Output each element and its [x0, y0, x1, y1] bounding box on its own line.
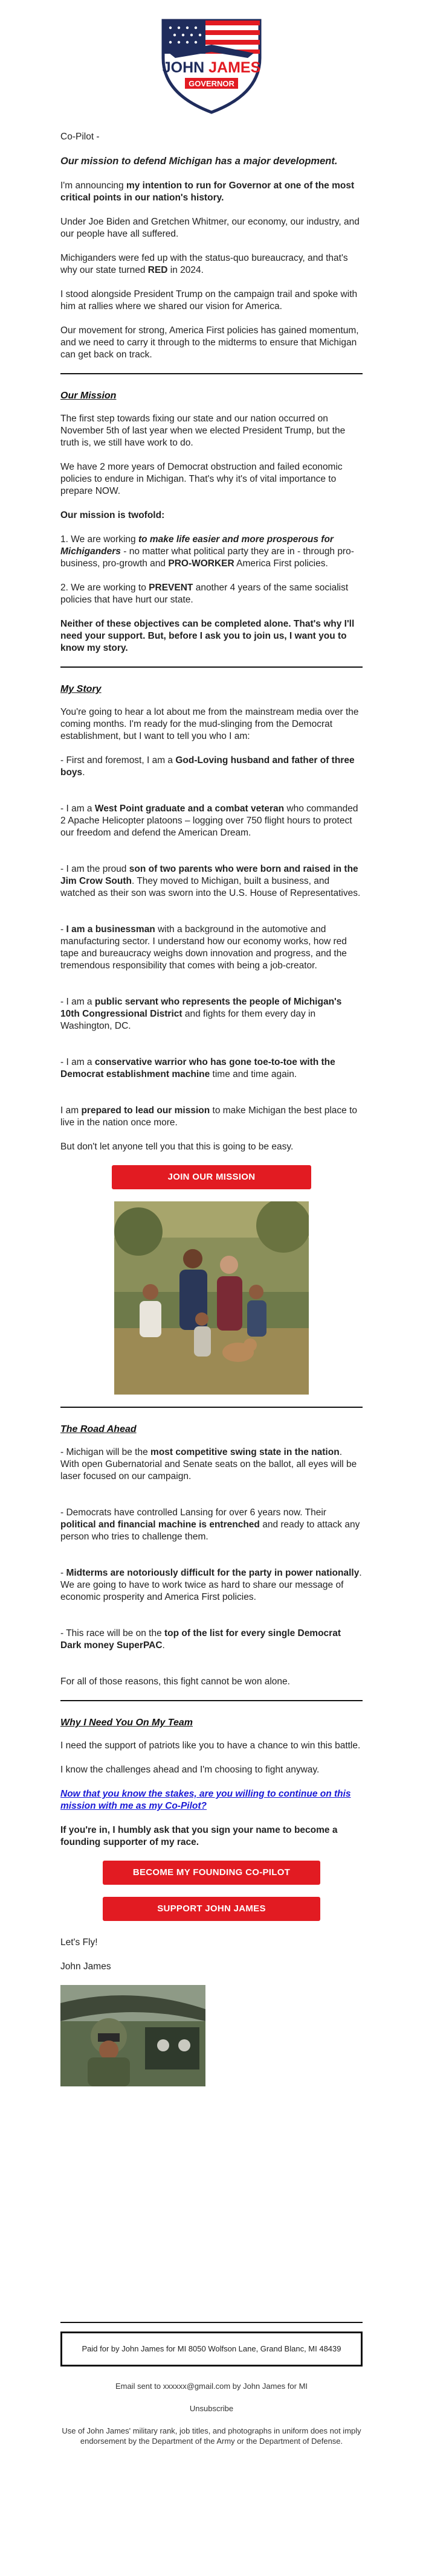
mission-item-1: 1. We are working to make life easier and more prosperous for Michiganders - no matter what political party they are in - through pro-business, pro-growth and PRO-WORKER America First policies. — [60, 534, 354, 569]
section-divider — [60, 666, 363, 668]
become-founding-copilot-button[interactable]: BECOME MY FOUNDING CO-PILOT — [103, 1861, 320, 1885]
family-photo[interactable] — [114, 1201, 309, 1395]
story-bullet: - First and foremost, I am a God-Loving husband and father of three boys. — [60, 755, 355, 778]
logo-first-name: JOHN — [162, 59, 205, 76]
logo-last-name: JAMES — [208, 59, 261, 76]
military-disclaimer: Use of John James' military rank, job titles, and photographs in uniform does not imply endorsement by the Department of the Army or the Department of Defense. — [62, 2426, 361, 2446]
email-body — [60, 16, 363, 2446]
email-sent-notice: Email sent to xxxxxx@gmail.com by John James for MI — [115, 2382, 308, 2391]
intro-lead: Our mission to defend Michigan has a major development. — [60, 156, 338, 167]
mission-closing: Neither of these objectives can be completed alone. That's why I'll need your support. But, before I ask you to join us, I want you to know my story. — [60, 619, 355, 653]
section-heading-road-ahead: The Road Ahead — [60, 1424, 137, 1434]
svg-text:JOHN JAMES — [163, 59, 261, 76]
footer-divider — [60, 2322, 363, 2323]
support-john-james-button[interactable]: SUPPORT JOHN JAMES — [103, 1897, 320, 1921]
road-bullet: - This race will be on the top of the list for every single Democrat Dark money SuperPAC. — [60, 1628, 341, 1651]
story-bullet: - I am a conservative warrior who has gone toe-to-toe with the Democrat establishment machine time and time again. — [60, 1057, 335, 1079]
story-bullet: - I am the proud son of two parents who were born and raised in the Jim Crow South. They moved to Michigan, built a business, and watched as their son was sworn into the U.S. House of Representatives. — [60, 864, 361, 898]
intro-paragraph: Under Joe Biden and Gretchen Whitmer, our economy, our industry, and our people have all suffered. — [60, 217, 360, 239]
signature: John James — [60, 1961, 111, 1972]
story-intro: You're going to hear a lot about me from the mainstream media over the coming months. I'm ready for the mud-slinging from the Democrat establishment, but I want to tell you who I am: — [60, 707, 359, 741]
intro-paragraph: Our movement for strong, America First policies has gained momentum, and we need to carry it through to the midterms to ensure that Michigan can get back on track. — [60, 325, 359, 360]
unsubscribe-link[interactable]: Unsubscribe — [189, 2404, 234, 2413]
section-divider — [60, 373, 363, 374]
greeting: Co-Pilot - — [60, 132, 100, 142]
paid-for-disclaimer: Paid for by John James for MI 8050 Wolfson Lane, Grand Blanc, MI 48439 — [60, 2332, 363, 2367]
need-paragraph: I know the challenges ahead and I'm choosing to fight anyway. — [60, 1765, 320, 1775]
road-closing: For all of those reasons, this fight cannot be won alone. — [60, 1676, 290, 1687]
mission-paragraph: The first step towards fixing our state and our nation occurred on November 5th of last year when we elected President Trump, but the truth is, we still have work to do. — [60, 414, 346, 448]
story-easy: But don't let anyone tell you that this is going to be easy. — [60, 1142, 294, 1152]
campaign-logo — [151, 16, 272, 115]
signoff: Let's Fly! — [60, 1937, 98, 1948]
intro-paragraph: I stood alongside President Trump on the campaign trail and spoke with him at rallies where we shared our vision for America. — [60, 289, 358, 312]
section-heading-story: My Story — [60, 684, 102, 694]
road-bullet: - Democrats have controlled Lansing for over 6 years now. Their political and financial machine is entrenched and ready to attack any person who tries to challenge them. — [60, 1507, 360, 1542]
story-lead: I am prepared to lead our mission to make Michigan the best place to live in the nation once more. — [60, 1105, 358, 1128]
need-paragraph: I need the support of patriots like you to have a chance to win this battle. — [60, 1740, 361, 1751]
story-bullet: - I am a businessman with a background in the automotive and manufacturing sector. I understand how our economy works, how red tape and bureaucracy weighs down innovation and progress, and the tremendous responsibility that comes with being a job-creator. — [60, 924, 347, 971]
story-bullet: - I am a West Point graduate and a combat veteran who commanded 2 Apache Helicopter platoons – logging over 750 flight hours to protect our freedom and defend the American Dream. — [60, 804, 358, 838]
section-heading-need: Why I Need You On My Team — [60, 1718, 193, 1728]
continue-mission-link[interactable]: Now that you know the stakes, are you willing to continue on this mission with me as my Co-Pilot? — [60, 1789, 351, 1811]
intro-paragraph: Michiganders were fed up with the status-quo bureaucracy, and that's why our state turned RED in 2024. — [60, 253, 348, 275]
story-bullet: - I am a public servant who represents the people of Michigan's 10th Congressional District and fights for them every day in Washington, DC. — [60, 997, 342, 1031]
intro-paragraph: I'm announcing my intention to run for Governor at one of the most critical points in our nation's history. — [60, 181, 355, 203]
logo-ribbon-text: GOVERNOR — [189, 79, 234, 88]
need-ask: If you're in, I humbly ask that you sign your name to become a founding supporter of my race. — [60, 1825, 338, 1847]
email-content — [60, 131, 363, 2446]
need-link-paragraph — [60, 1788, 363, 1812]
email-footer — [60, 2322, 363, 2446]
join-our-mission-button[interactable]: JOIN OUR MISSION — [112, 1165, 311, 1189]
road-bullet: - Michigan will be the most competitive swing state in the nation. With open Gubernatorial and Senate seats on the ballot, all eyes will be laser focused on our campaign. — [60, 1447, 357, 1481]
road-bullet: - Midterms are notoriously difficult for the party in power nationally. We are going to have to work twice as hard to share our message of economic prosperity and America First policies. — [60, 1568, 362, 1602]
section-divider — [60, 1700, 363, 1701]
section-heading-mission: Our Mission — [60, 391, 117, 401]
mission-paragraph: We have 2 more years of Democrat obstruction and failed economic policies to endure in Michigan. That's why it's of vital importance to prepare NOW. — [60, 462, 343, 496]
section-divider — [60, 1407, 363, 1408]
mission-item-2: 2. We are working to PREVENT another 4 years of the same socialist policies that have hurt our state. — [60, 583, 349, 605]
pilot-photo — [60, 1985, 205, 2086]
mission-twofold: Our mission is twofold: — [60, 510, 165, 520]
